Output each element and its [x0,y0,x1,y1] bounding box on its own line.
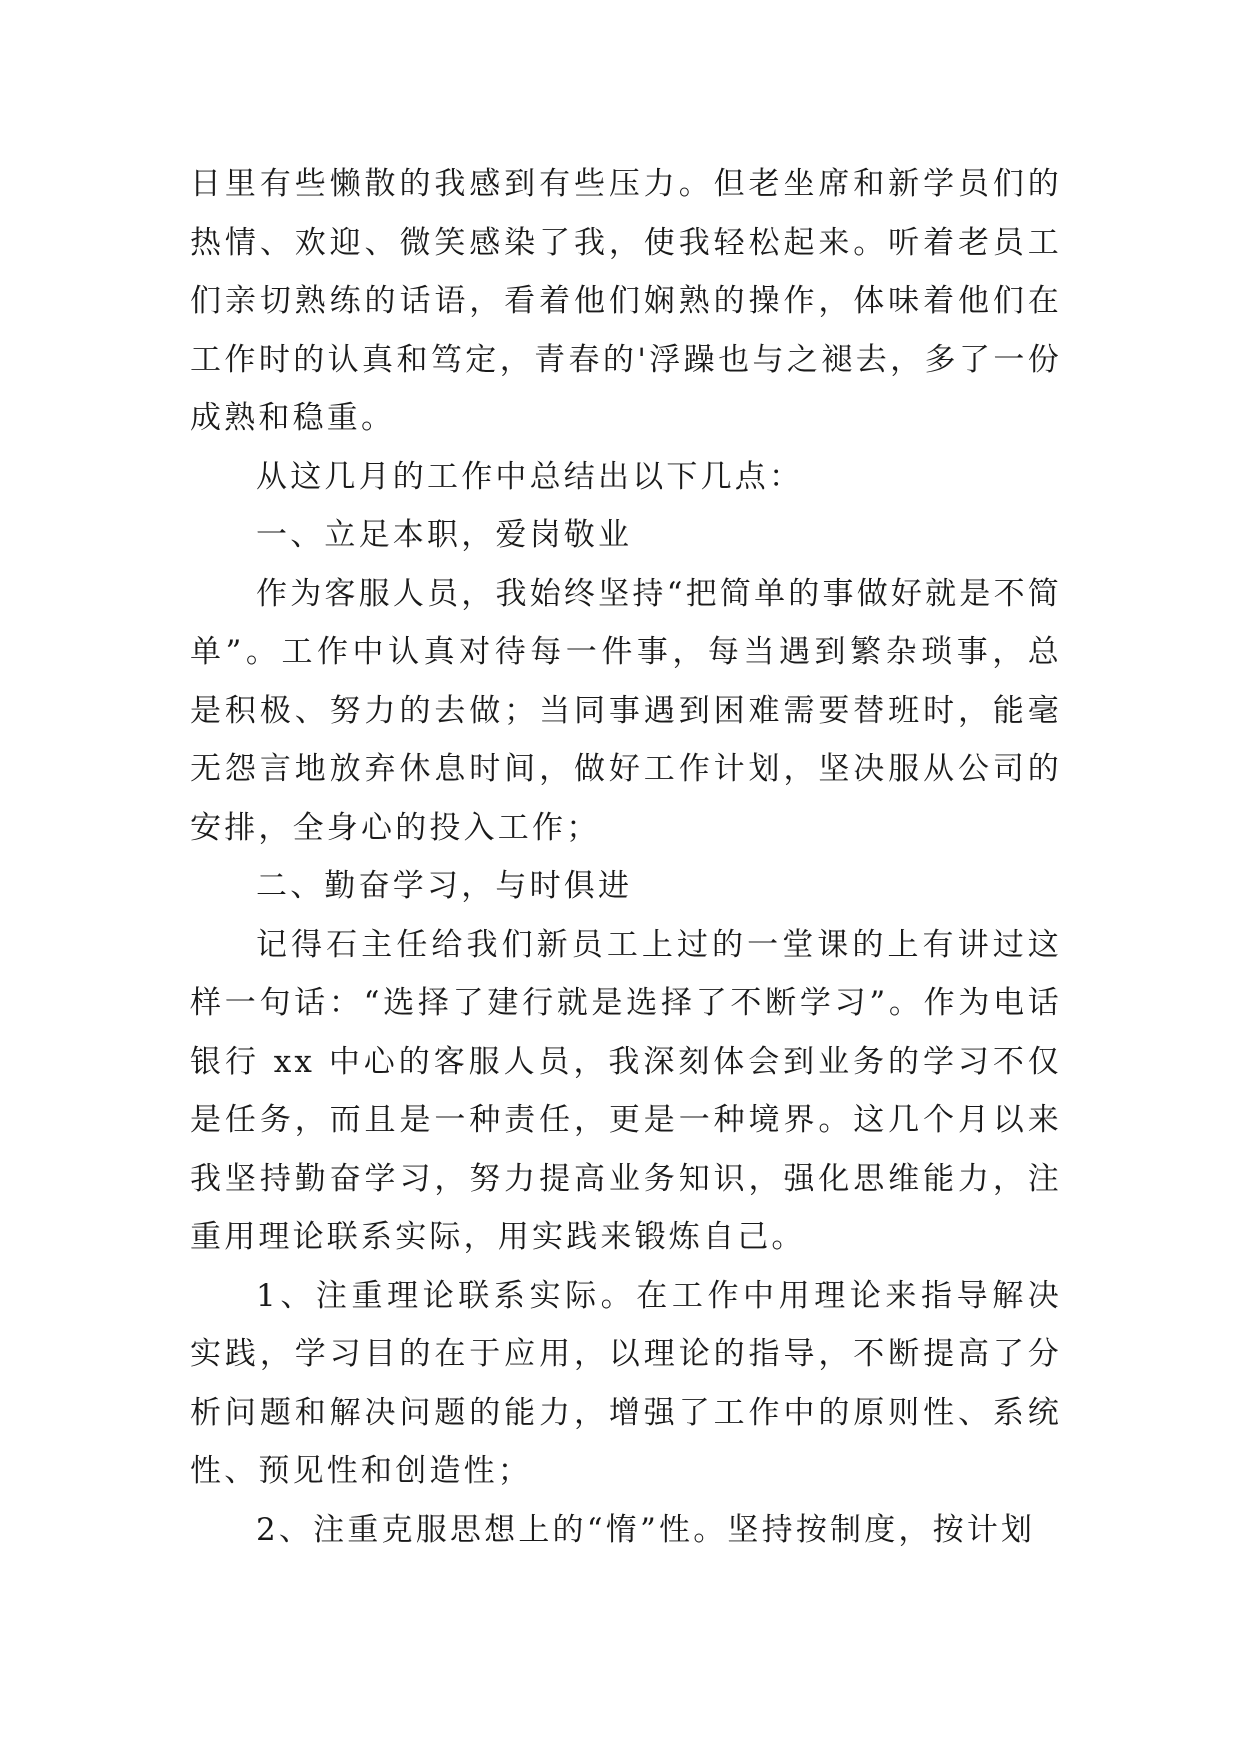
paragraph-point-2: 2、注重克服思想上的“惰”性。坚持按制度，按计划 [256,1511,1036,1548]
paragraph-section-1: 作为客服人员，我始终坚持“把简单的事做好就是不简单”。工作中认真对待每一件事，每当遇到繁杂琐事，总是积极、努力的去做；当同事遇到困难需要替班时，能毫无怨言地放弃休息时间，做好工作计划，坚决服从公司的安排，全身心的投入工作； [190,575,1062,846]
paragraph-summary-intro: 从这几月的工作中总结出以下几点： [256,458,804,495]
section-heading-1: 一、立足本职，爱岗敬业 [256,517,633,553]
paragraph-continued: 日里有些懒散的我感到有些压力。但老坐席和新学员们的热情、欢迎、微笑感染了我，使我轻松起来。听着老员工们亲切熟练的话语，看着他们娴熟的操作，体味着他们在工作时的认真和笃定，青春的'浮躁也与之褪去，多了一份成熟和稳重。 [190,166,1062,436]
paragraph-section-2: 记得石主任给我们新员工上过的一堂课的上有讲过这样一句话：“选择了建行就是选择了不断学习”。作为电话银行 xx 中心的客服人员，我深刻体会到业务的学习不仅是任务，而且是一种责任，更是一种境界。这几个月以来我坚持勤奋学习，努力提高业务知识，强化思维能力，注重用理论联系实际，用实践来锻炼自己。 [190,926,1062,1255]
paragraph-point-1: 1、注重理论联系实际。在工作中用理论来指导解决实践，学习目的在于应用，以理论的指导，不断提高了分析问题和解决问题的能力，增强了工作中的原则性、系统性、预见性和创造性； [190,1277,1062,1489]
document-body [190,155,1062,1559]
section-heading-2: 二、勤奋学习，与时俱进 [256,868,633,904]
